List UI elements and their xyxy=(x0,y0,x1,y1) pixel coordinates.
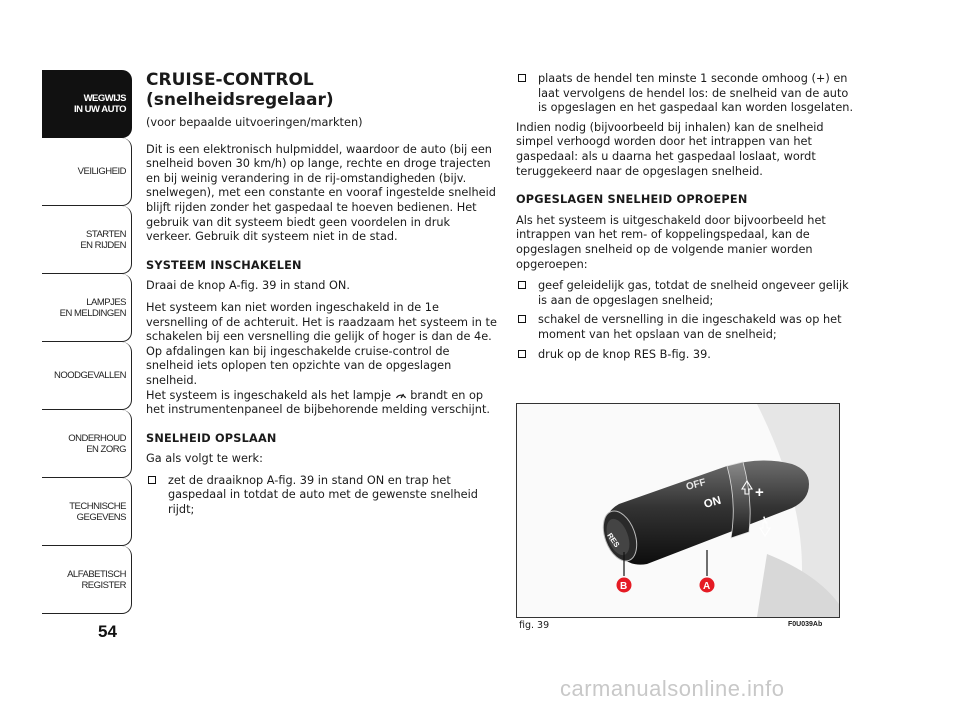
figure-code: F0U039Ab xyxy=(788,621,823,628)
paragraph xyxy=(146,389,498,418)
paragraph: Ga als volgt te werk: xyxy=(146,452,263,466)
section-heading: SNELHEID OPSLAAN xyxy=(146,431,277,445)
tab-label: TECHNISCHE GEGEVENS xyxy=(69,500,126,523)
watermark: carmanualsonline.info xyxy=(560,676,785,701)
tab-veiligheid[interactable] xyxy=(42,138,132,206)
checkbox-bullet-icon xyxy=(518,74,526,82)
list-item-text: druk op de knop RES B-fig. 39. xyxy=(538,347,711,361)
tab-starten[interactable] xyxy=(42,206,132,274)
chapter-tabs xyxy=(42,70,132,614)
checkbox-bullet-icon xyxy=(518,350,526,358)
list-item xyxy=(516,348,858,363)
checkbox-bullet-icon xyxy=(518,315,526,323)
list-item xyxy=(516,72,858,116)
intro-paragraph: Dit is een elektronisch hulpmiddel, waardoor de auto (bij een snelheid boven 30 km/h) op lange, rechte en droge trajecten en bij weinig verandering in de rij-omstandigheden (bijv. snelwegen), met een constante en vooraf ingestelde snelheid blijft rijden zonder het gaspedaal te hoeven bedienen. Het gebruik van dit systeem biedt geen voordelen in druk verkeer. Gebruik dit systeem niet in de stad. xyxy=(146,142,496,244)
list-item-text: zet de draaiknop A-fig. 39 in stand ON en trap het gaspedaal in totdat de auto met de gewenste snelheid rijdt; xyxy=(168,473,478,517)
text-span: Het systeem is ingeschakeld als het lampje xyxy=(146,388,392,402)
list-item xyxy=(146,474,498,518)
list-item-text: schakel de versnelling in die ingeschakeld was op het moment van het opslaan van de snelheid; xyxy=(538,313,842,341)
tab-lampjes[interactable] xyxy=(42,274,132,342)
title-line: CRUISE-CONTROL xyxy=(146,70,314,90)
list-item xyxy=(516,279,858,308)
res-label: RES xyxy=(605,531,622,549)
figure-caption: fig. 39 xyxy=(519,620,550,631)
figure-39 xyxy=(516,403,840,618)
text-span: brandt en op het instrumentenpaneel de bijbehorende melding verschijnt. xyxy=(146,388,490,417)
list-item xyxy=(516,313,858,342)
tab-label: STARTEN EN RIJDEN xyxy=(80,228,126,251)
minus-label: – xyxy=(756,513,775,527)
list-item-text: geef geleidelijk gas, totdat de snelheid ongeveer gelijk is aan de opgeslagen snelheid; xyxy=(538,279,849,307)
paragraph: Het systeem kan niet worden ingeschakeld in de 1e versnelling of de achteruit. Het is raadzaam het systeem in te schakelen bij een versnelling die gelijk of hoger is dan de 4e. xyxy=(146,300,497,344)
title-line: (snelheidsregelaar) xyxy=(146,90,334,110)
tab-label: ONDERHOUD EN ZORG xyxy=(68,432,126,455)
section-heading: SYSTEEM INSCHAKELEN xyxy=(146,258,302,272)
subtitle: (voor bepaalde uitvoeringen/markten) xyxy=(146,116,363,129)
paragraph: Indien nodig (bijvoorbeeld bij inhalen) kan de snelheid simpel verhoogd worden door het intrappen van het gaspedaal: als u daarna het gaspedaal loslaat, wordt teruggekeerd naar de opgeslagen snelheid. xyxy=(516,120,824,178)
tab-label: VEILIGHEID xyxy=(77,166,126,177)
left-column xyxy=(146,70,498,523)
tab-register[interactable] xyxy=(42,546,132,614)
tab-label: LAMPJES EN MELDINGEN xyxy=(59,296,126,319)
paragraph: Op afdalingen kan bij ingeschakelde cruise-control de snelheid iets oplopen ten opzichte van de opgeslagen snelheid. xyxy=(146,344,452,387)
tab-onderhoud[interactable] xyxy=(42,410,132,478)
right-column xyxy=(516,72,858,367)
lever-body xyxy=(607,460,809,564)
tab-label: WEGWIJS IN UW AUTO xyxy=(74,92,126,115)
paragraph: Als het systeem is uitgeschakeld door bijvoorbeeld het intrappen van het rem- of koppelingspedaal, kan de opgeslagen snelheid op de volgende manier worden opgeroepen: xyxy=(516,213,826,271)
tab-technische[interactable] xyxy=(42,478,132,546)
checkbox-bullet-icon xyxy=(518,281,526,289)
callout-b-label: B xyxy=(620,581,628,592)
cruise-lever-illustration xyxy=(517,404,839,617)
on-label: ON xyxy=(702,494,723,511)
tab-label: ALFABETISCH REGISTER xyxy=(67,568,126,591)
tab-label: NOODGEVALLEN xyxy=(54,370,126,381)
tab-wegwijs[interactable] xyxy=(42,70,132,138)
section-heading: OPGESLAGEN SNELHEID OPROEPEN xyxy=(516,193,748,207)
cruise-control-warning-icon xyxy=(395,390,407,400)
plus-label: + xyxy=(755,484,764,501)
list-item-text: plaats de hendel ten minste 1 seconde omhoog (+) en laat vervolgens de hendel los: de snelheid van de auto is opgeslagen en het gaspedaal kan worden losgelaten. xyxy=(538,72,854,115)
page-number: 54 xyxy=(98,622,117,641)
tab-noodgevallen[interactable] xyxy=(42,342,132,410)
page-title xyxy=(146,70,498,110)
callout-a-label: A xyxy=(703,581,711,592)
off-label: OFF xyxy=(684,477,708,493)
paragraph: Draai de knop A-fig. 39 in stand ON. xyxy=(146,279,350,293)
checkbox-bullet-icon xyxy=(148,476,156,484)
